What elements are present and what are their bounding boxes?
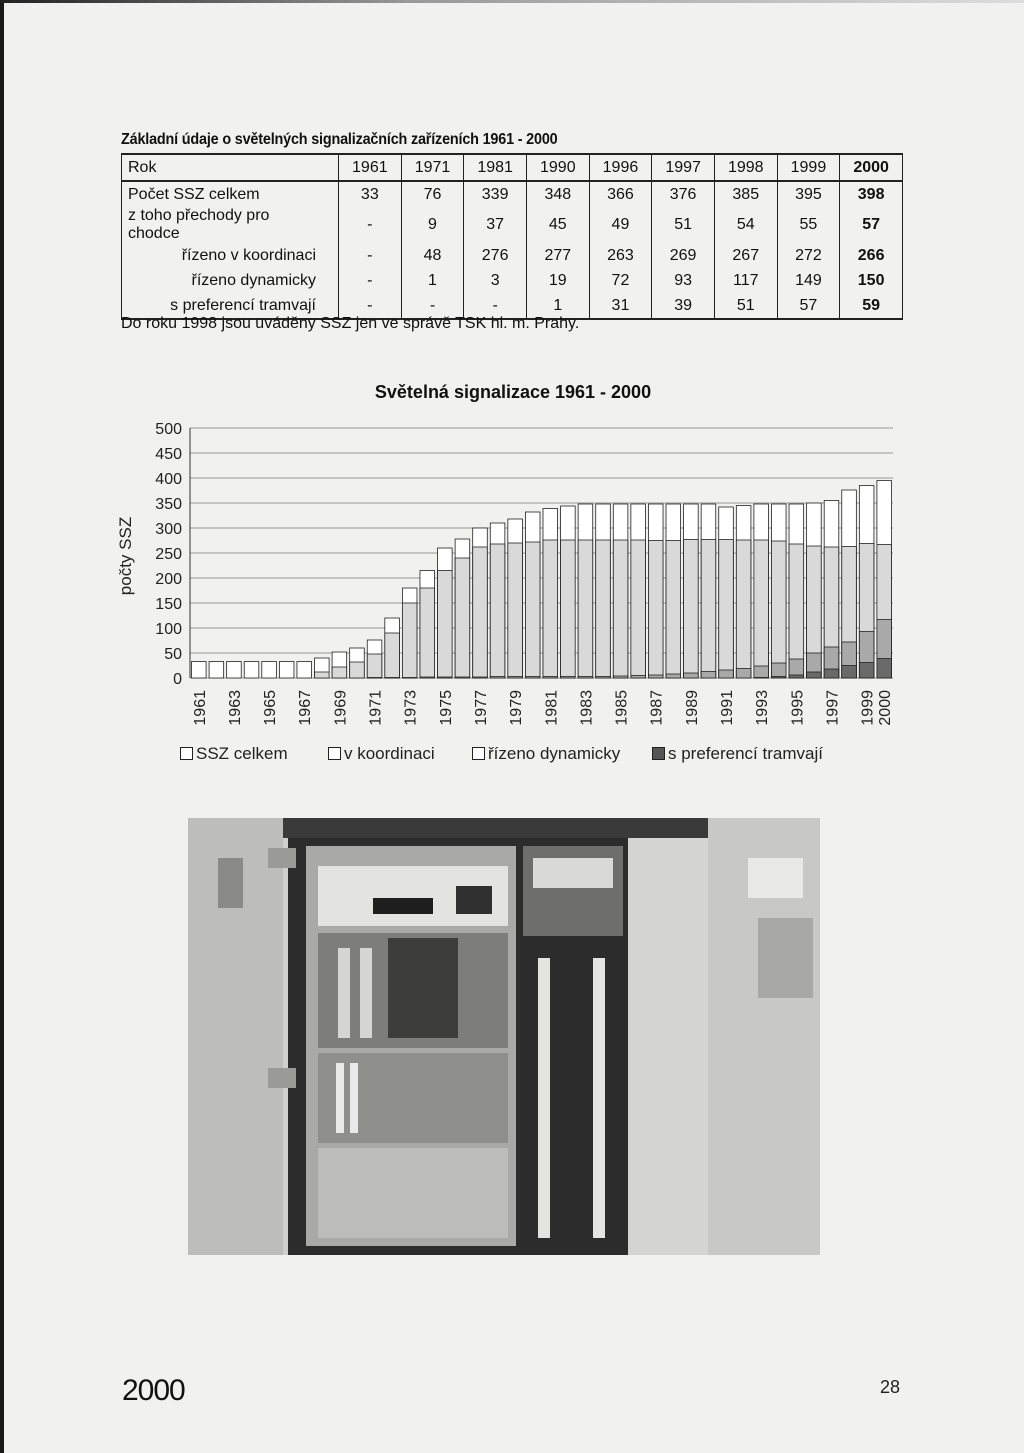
bar-řízeno-dynamicky	[438, 677, 453, 678]
x-tick-label: 1971	[367, 690, 385, 726]
row-label: řízeno v koordinaci	[122, 243, 339, 268]
bar-řízeno-dynamicky	[754, 666, 769, 678]
bar-v-koordinaci	[666, 541, 681, 679]
bar-v-koordinaci	[455, 558, 470, 678]
bar-řízeno-dynamicky	[701, 672, 716, 679]
bar-s-preferencí-tramvají	[754, 678, 769, 679]
x-tick-label: 1975	[437, 690, 455, 726]
bar-v-koordinaci	[543, 540, 558, 678]
x-tick-label: 1987	[648, 690, 666, 726]
bar-chart	[0, 370, 1024, 750]
x-tick-label: 1969	[332, 690, 350, 726]
bar-v-koordinaci	[754, 540, 769, 678]
x-tick-label: 2000	[877, 690, 895, 726]
bar-v-koordinaci	[473, 547, 488, 678]
cell: 1	[526, 293, 589, 319]
cell: 395	[777, 181, 840, 207]
legend-label: řízeno dynamicky	[488, 744, 621, 763]
bar-s-preferencí-tramvají	[824, 669, 839, 678]
x-tick-label: 1999	[859, 690, 877, 726]
x-tick-label: 1981	[543, 690, 561, 726]
cell: -	[339, 243, 402, 268]
bar-v-koordinaci	[648, 541, 663, 679]
bar-s-preferencí-tramvají	[807, 672, 822, 678]
bar-SSZ-celkem	[244, 662, 259, 679]
cell: 385	[714, 181, 777, 207]
bar-v-koordinaci	[385, 633, 400, 678]
bar-řízeno-dynamicky	[631, 676, 646, 679]
legend-item	[328, 744, 435, 764]
chart-title: Světelná signalizace 1961 - 2000	[374, 382, 652, 402]
cell: 72	[589, 268, 652, 293]
bar-v-koordinaci	[438, 571, 453, 679]
cabinet-photo-drawing	[188, 818, 820, 1255]
bar-řízeno-dynamicky	[402, 678, 417, 679]
bar-v-koordinaci	[719, 540, 734, 679]
legend-swatch	[652, 747, 665, 760]
bar-řízeno-dynamicky	[684, 673, 699, 678]
x-tick-label: 1967	[297, 690, 315, 726]
legend-label: v koordinaci	[344, 744, 435, 763]
cell: 272	[777, 243, 840, 268]
y-tick-label: 150	[155, 596, 182, 613]
bar-SSZ-celkem	[297, 662, 312, 679]
legend-swatch	[328, 747, 341, 760]
x-tick-label: 1997	[824, 690, 842, 726]
cell: 39	[652, 293, 715, 319]
year-cell: 1999	[777, 154, 840, 181]
bar-řízeno-dynamicky	[473, 677, 488, 678]
bar-v-koordinaci	[789, 544, 804, 678]
x-tick-label: 1991	[719, 690, 737, 726]
row-label: řízeno dynamicky	[122, 268, 339, 293]
bar-v-koordinaci	[561, 540, 576, 678]
cell: -	[339, 293, 402, 319]
cell: 31	[589, 293, 652, 319]
x-tick-label: 1963	[226, 690, 244, 726]
cell: 51	[652, 207, 715, 243]
cell: 57	[777, 293, 840, 319]
bar-s-preferencí-tramvají	[842, 666, 857, 679]
cell: 37	[464, 207, 527, 243]
bar-v-koordinaci	[631, 540, 646, 678]
bar-řízeno-dynamicky	[367, 678, 382, 679]
y-tick-label: 400	[155, 471, 182, 488]
row-label: z toho přechody pro chodce	[122, 207, 339, 243]
cell: 149	[777, 268, 840, 293]
y-tick-label: 450	[155, 446, 182, 463]
y-tick-label: 500	[155, 421, 182, 438]
table-row	[122, 207, 903, 243]
bar-SSZ-celkem	[279, 662, 294, 679]
x-tick-label: 1979	[508, 690, 526, 726]
bar-v-koordinaci	[596, 540, 611, 678]
table-row	[122, 181, 903, 207]
bar-řízeno-dynamicky	[490, 677, 505, 679]
bar-v-koordinaci	[367, 654, 382, 678]
row-label: s preferencí tramvají	[122, 293, 339, 319]
y-tick-label: 250	[155, 546, 182, 563]
bar-v-koordinaci	[578, 540, 593, 678]
bar-v-koordinaci	[402, 603, 417, 678]
bar-v-koordinaci	[508, 543, 523, 678]
year-cell: 1981	[464, 154, 527, 181]
cell: 366	[589, 181, 652, 207]
table-row	[122, 243, 903, 268]
bar-v-koordinaci	[420, 588, 435, 678]
cell: 277	[526, 243, 589, 268]
bar-v-koordinaci	[684, 540, 699, 679]
grid-lines	[190, 428, 893, 678]
y-tick-label: 300	[155, 521, 182, 538]
year-cell: 1996	[589, 154, 652, 181]
bar-SSZ-celkem	[262, 662, 277, 679]
table-note: Do roku 1998 jsou uváděny SSZ jen ve správě TSK hl. m. Prahy.	[121, 315, 580, 332]
x-tick-labels	[192, 690, 894, 726]
x-tick-label: 1989	[683, 690, 701, 726]
y-tick-label: 100	[155, 621, 182, 638]
legend-label: s preferencí tramvají	[668, 744, 823, 763]
legend-item	[472, 744, 620, 764]
bar-SSZ-celkem	[192, 662, 207, 679]
cell: 55	[777, 207, 840, 243]
cell: 48	[401, 243, 464, 268]
bar-řízeno-dynamicky	[525, 677, 540, 679]
cell: 57	[840, 207, 903, 243]
y-tick-label: 0	[173, 671, 182, 688]
year-cell: 2000	[840, 154, 903, 181]
cell: 263	[589, 243, 652, 268]
bar-řízeno-dynamicky	[385, 678, 400, 679]
bar-řízeno-dynamicky	[596, 677, 611, 679]
bar-v-koordinaci	[350, 662, 365, 678]
bar-v-koordinaci	[771, 541, 786, 678]
bar-s-preferencí-tramvají	[789, 675, 804, 678]
cell: 49	[589, 207, 652, 243]
cell: 9	[401, 207, 464, 243]
bar-v-koordinaci	[332, 667, 347, 678]
cell: 45	[526, 207, 589, 243]
bar-řízeno-dynamicky	[508, 677, 523, 679]
bar-řízeno-dynamicky	[561, 677, 576, 679]
bar-řízeno-dynamicky	[648, 675, 663, 678]
bar-řízeno-dynamicky	[719, 670, 734, 678]
x-tick-label: 1985	[613, 690, 631, 726]
legend-swatch	[472, 747, 485, 760]
bar-řízeno-dynamicky	[420, 677, 435, 678]
table-row	[122, 268, 903, 293]
cell: 1	[401, 268, 464, 293]
cell: 117	[714, 268, 777, 293]
legend-label: SSZ celkem	[196, 744, 288, 763]
cell: 269	[652, 243, 715, 268]
logo-2000: 2000	[122, 1374, 185, 1407]
legend-item	[180, 744, 288, 764]
cell: -	[401, 293, 464, 319]
cell: 51	[714, 293, 777, 319]
bar-s-preferencí-tramvají	[877, 659, 892, 679]
scan-edge-top	[0, 0, 1024, 3]
cell: -	[464, 293, 527, 319]
y-axis-label: počty SSZ	[116, 516, 135, 596]
year-cell: 1998	[714, 154, 777, 181]
bar-v-koordinaci	[736, 540, 751, 678]
data-table	[121, 153, 903, 320]
bar-v-koordinaci	[613, 540, 628, 678]
cell: 54	[714, 207, 777, 243]
header-label: Rok	[122, 154, 339, 181]
cell: 76	[401, 181, 464, 207]
cell: 276	[464, 243, 527, 268]
bar-s-preferencí-tramvají	[771, 677, 786, 679]
bar-řízeno-dynamicky	[578, 677, 593, 679]
bar-řízeno-dynamicky	[736, 669, 751, 679]
bars	[192, 481, 892, 679]
bar-řízeno-dynamicky	[455, 677, 470, 678]
row-label: Počet SSZ celkem	[122, 181, 339, 207]
cell: 19	[526, 268, 589, 293]
cell: 376	[652, 181, 715, 207]
page-number: 28	[880, 1377, 901, 1397]
cell: 3	[464, 268, 527, 293]
year-cell: 1961	[339, 154, 402, 181]
y-tick-label: 200	[155, 571, 182, 588]
legend-swatch	[180, 747, 193, 760]
x-tick-label: 1995	[789, 690, 807, 726]
year-cell: 1997	[652, 154, 715, 181]
x-tick-label: 1977	[472, 690, 490, 726]
bar-v-koordinaci	[490, 544, 505, 678]
legend-item	[652, 744, 823, 764]
bar-řízeno-dynamicky	[771, 663, 786, 678]
x-tick-label: 1973	[402, 690, 420, 726]
bar-řízeno-dynamicky	[543, 677, 558, 679]
cell: 33	[339, 181, 402, 207]
bar-v-koordinaci	[315, 672, 330, 678]
table-title: Základní údaje o světelných signalizačních zařízeních 1961 - 2000	[121, 131, 558, 148]
cell: 398	[840, 181, 903, 207]
x-tick-label: 1961	[191, 690, 209, 726]
bar-řízeno-dynamicky	[666, 674, 681, 678]
cell: 266	[840, 243, 903, 268]
year-cell: 1990	[526, 154, 589, 181]
cell: 93	[652, 268, 715, 293]
cell: -	[339, 268, 402, 293]
x-tick-label: 1983	[578, 690, 596, 726]
year-cell: 1971	[401, 154, 464, 181]
bar-SSZ-celkem	[209, 662, 224, 679]
y-tick-labels	[155, 421, 182, 688]
cell: -	[339, 207, 402, 243]
bar-v-koordinaci	[701, 540, 716, 679]
controller-cabinet-photo	[188, 818, 820, 1255]
bar-řízeno-dynamicky	[613, 676, 628, 678]
table-header-row	[122, 154, 903, 181]
x-tick-label: 1965	[262, 690, 280, 726]
x-tick-label: 1993	[754, 690, 772, 726]
cell: 59	[840, 293, 903, 319]
cell: 339	[464, 181, 527, 207]
bar-SSZ-celkem	[227, 662, 242, 679]
y-tick-label: 50	[164, 646, 182, 663]
bar-v-koordinaci	[525, 542, 540, 678]
bar-s-preferencí-tramvají	[859, 663, 874, 679]
cell: 348	[526, 181, 589, 207]
cell: 150	[840, 268, 903, 293]
y-tick-label: 350	[155, 496, 182, 513]
cell: 267	[714, 243, 777, 268]
